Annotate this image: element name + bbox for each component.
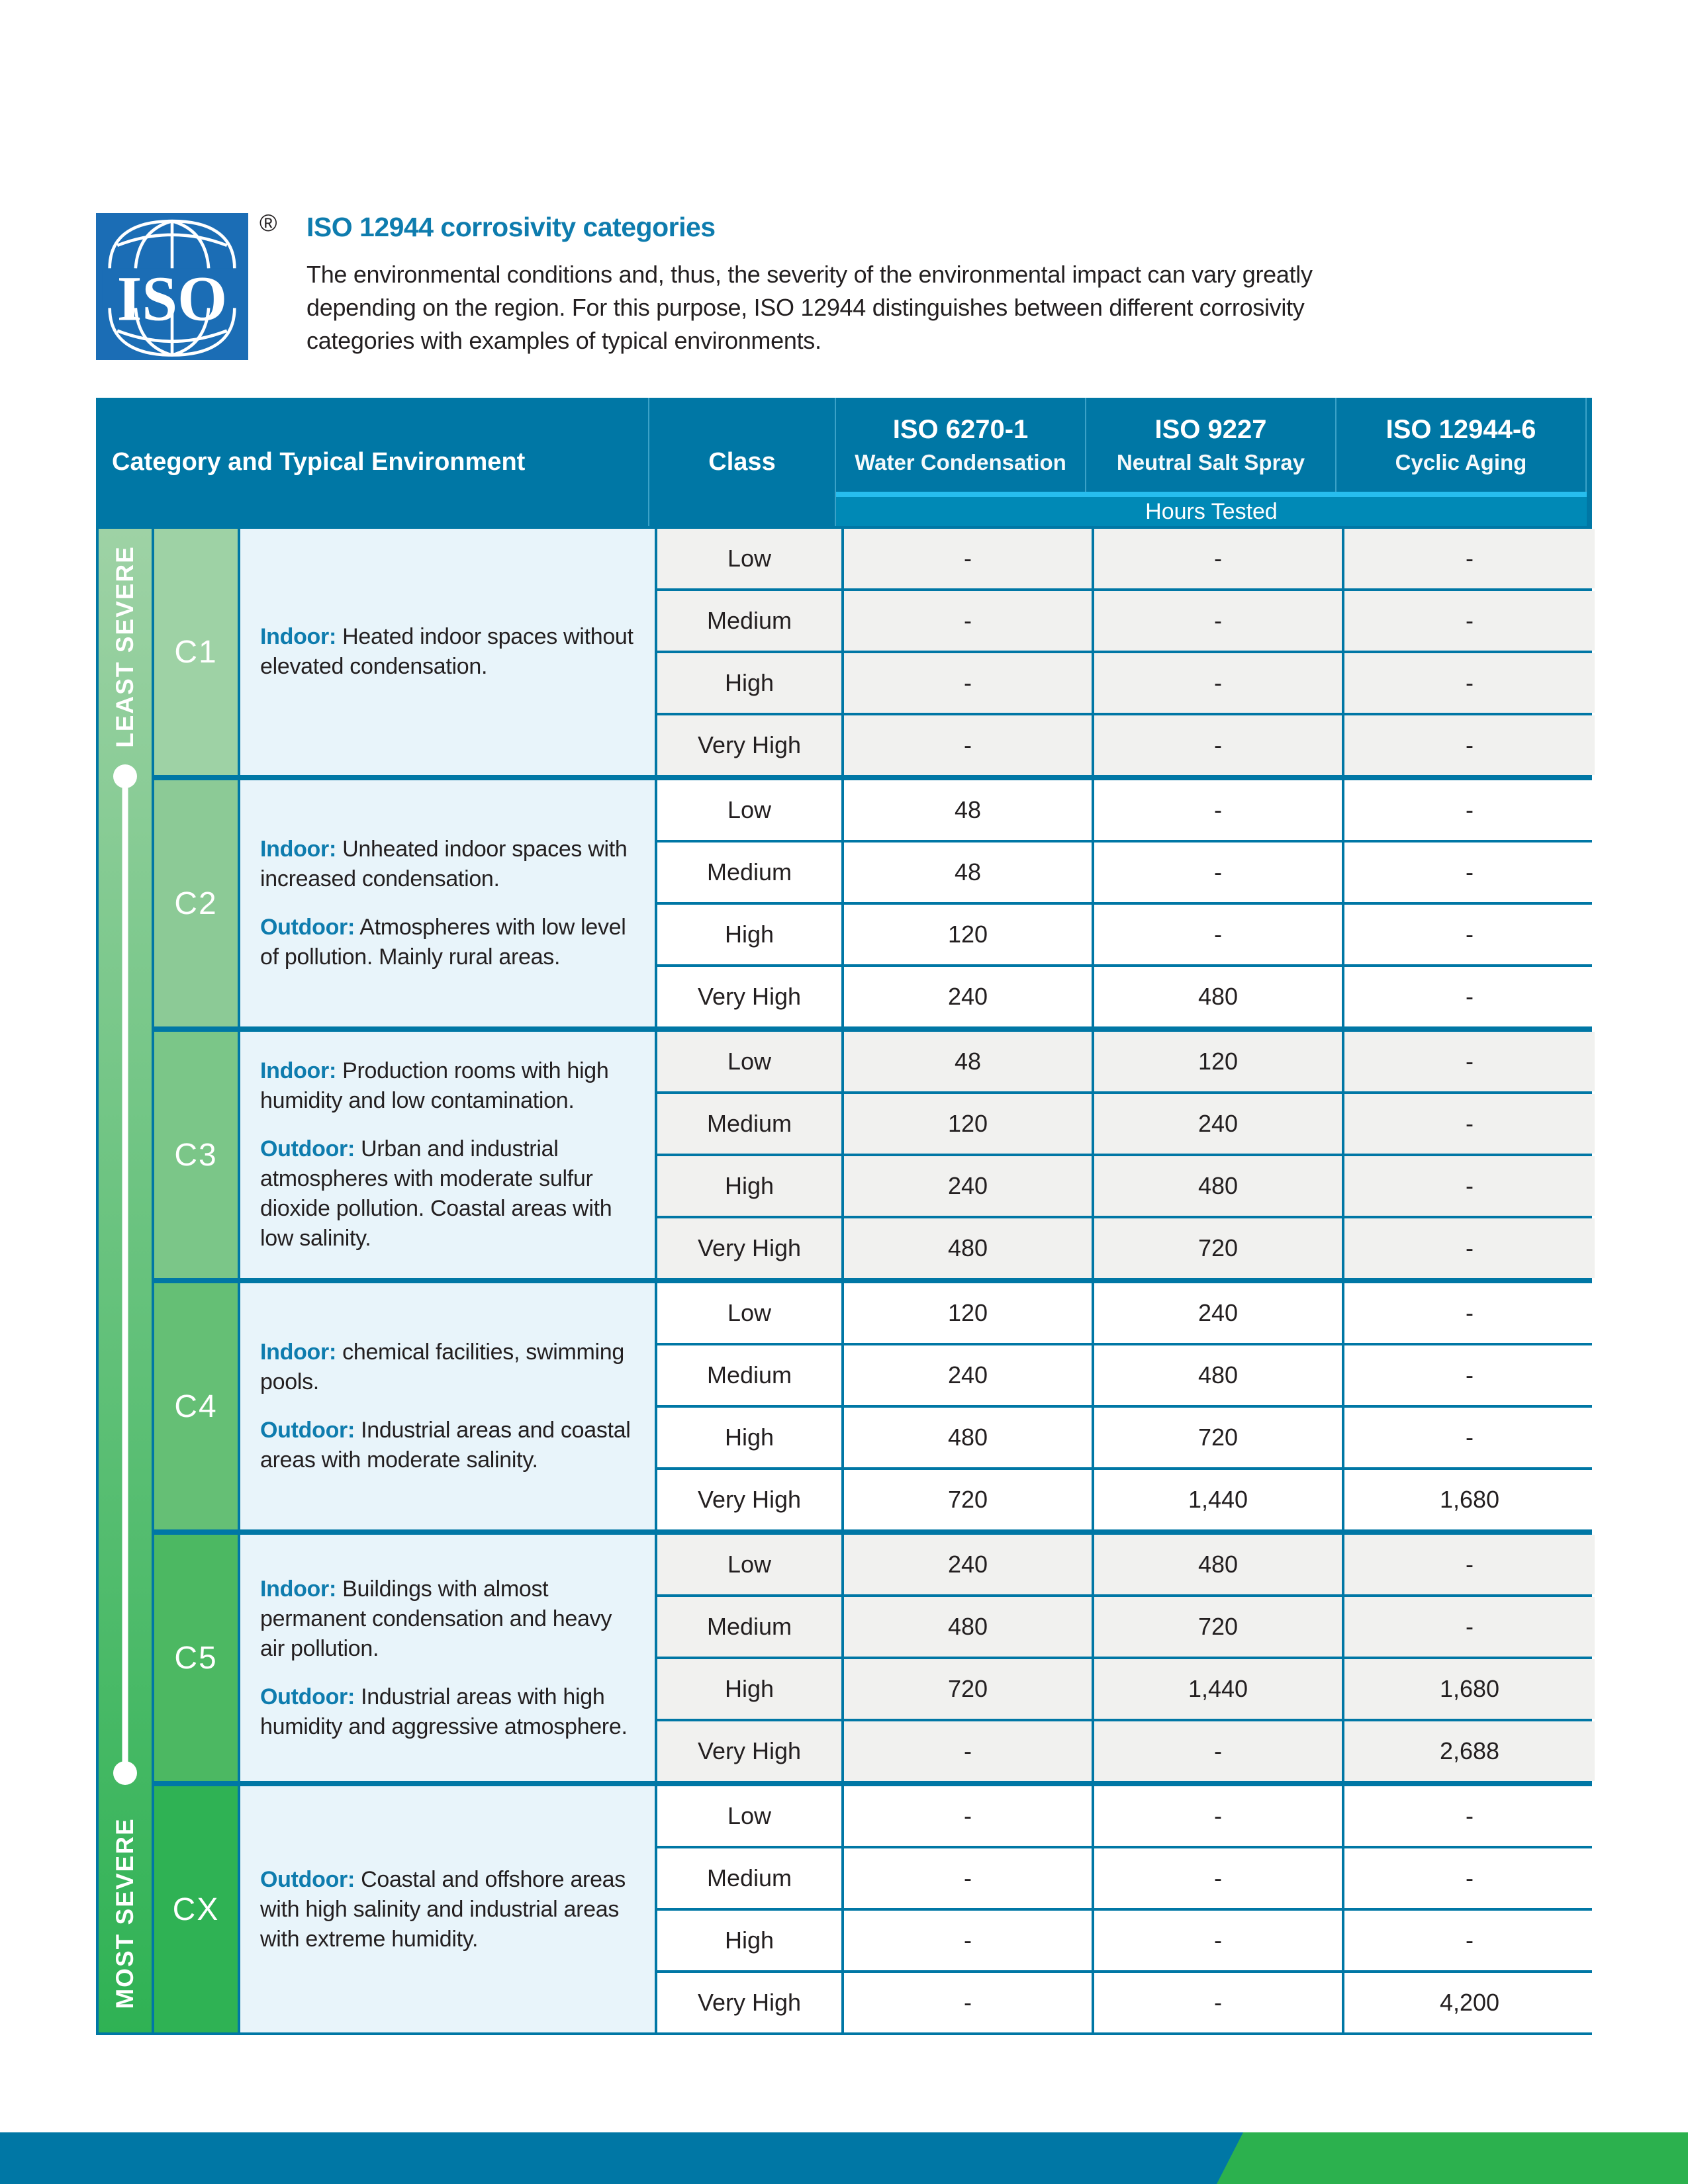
description-paragraph [260, 913, 635, 972]
environment-text: Industrial areas and coastal areas with moderate salinity. [260, 1418, 631, 1473]
value-cell: 120 [844, 1094, 1092, 1154]
value-cell: 120 [844, 1283, 1092, 1343]
header-hours-tested: Hours Tested [836, 492, 1587, 526]
value-cell: - [844, 1721, 1092, 1781]
value-cell: 48 [844, 1032, 1092, 1091]
test-method: Cyclic Aging [1395, 449, 1527, 475]
value-cell: - [1094, 1721, 1342, 1781]
description-paragraph [260, 1416, 635, 1475]
value-cell: 720 [1094, 1597, 1342, 1657]
category-description [240, 529, 655, 775]
value-cell: 720 [1094, 1218, 1342, 1278]
description-paragraph [260, 1865, 635, 1954]
environment-label: Outdoor: [260, 915, 355, 940]
environment-label: Indoor: [260, 1058, 336, 1083]
value-cell: - [1344, 1032, 1595, 1091]
category-description [240, 1786, 655, 2032]
description-paragraph [260, 1338, 635, 1397]
description-paragraph [260, 1134, 635, 1253]
value-cell: - [1344, 1156, 1595, 1216]
value-cell: 48 [844, 842, 1092, 902]
value-cell: 1,440 [1094, 1470, 1342, 1529]
category-code: C1 [154, 529, 238, 775]
environment-text: Unheated indoor spaces with increased condensation. [260, 837, 628, 891]
class-cell: High [657, 1659, 841, 1719]
iso-logo [96, 213, 248, 360]
value-cell: - [1344, 1535, 1595, 1594]
value-cell: 720 [844, 1659, 1092, 1719]
class-cell: High [657, 905, 841, 964]
description-paragraph [260, 622, 635, 682]
environment-text: Coastal and offshore areas with high salinity and industrial areas with extreme humidity. [260, 1866, 626, 1952]
class-cell: Very High [657, 1218, 841, 1278]
value-cell: - [1344, 1218, 1595, 1278]
environment-text: chemical facilities, swimming pools. [260, 1340, 624, 1394]
value-cell: 480 [1094, 1535, 1342, 1594]
environment-label: Indoor: [260, 1340, 336, 1365]
environment-text: Atmospheres with low level of pollution. Mainly rural areas. [260, 915, 626, 970]
class-cell: Low [657, 780, 841, 840]
value-cell: - [844, 653, 1092, 713]
value-cell: 1,680 [1344, 1470, 1595, 1529]
value-cell: 720 [844, 1470, 1092, 1529]
test-method: Water Condensation [855, 449, 1066, 475]
corrosivity-table [96, 398, 1592, 2035]
value-cell: - [1094, 780, 1342, 840]
intro-section [96, 210, 1592, 357]
value-cell: - [1344, 780, 1595, 840]
environment-text: Production rooms with high humidity and low contamination. [260, 1058, 609, 1113]
value-cell: 1,680 [1344, 1659, 1595, 1719]
environment-label: Indoor: [260, 837, 336, 862]
class-cell: Very High [657, 1470, 841, 1529]
value-cell: - [1094, 1786, 1342, 1846]
value-cell: - [1344, 715, 1595, 775]
environment-label: Indoor: [260, 1576, 336, 1602]
value-cell: - [1344, 1911, 1595, 1970]
header-iso-9227 [1086, 398, 1336, 492]
class-cell: High [657, 653, 841, 713]
value-cell: 240 [844, 967, 1092, 1026]
value-cell: - [844, 1848, 1092, 1908]
least-severe-label: LEAST SEVERE [111, 545, 138, 748]
value-cell: - [1094, 1911, 1342, 1970]
category-description [240, 780, 655, 1026]
environment-label: Outdoor: [260, 1866, 355, 1892]
value-cell: - [1094, 1973, 1342, 2032]
value-cell: - [844, 715, 1092, 775]
value-cell: 2,688 [1344, 1721, 1595, 1781]
category-code: C2 [154, 780, 238, 1026]
value-cell: 240 [844, 1156, 1092, 1216]
value-cell: 480 [844, 1218, 1092, 1278]
header-iso-12944-6 [1336, 398, 1587, 492]
value-cell: - [1094, 653, 1342, 713]
value-cell: - [844, 1786, 1092, 1846]
category-code: C3 [154, 1032, 238, 1278]
value-cell: - [1344, 529, 1595, 588]
class-cell: Low [657, 529, 841, 588]
value-cell: - [1094, 591, 1342, 651]
value-cell: - [1344, 842, 1595, 902]
value-cell: - [1344, 1345, 1595, 1405]
category-description [240, 1535, 655, 1781]
value-cell: - [1344, 1597, 1595, 1657]
class-cell: High [657, 1408, 841, 1467]
category-code: C5 [154, 1535, 238, 1781]
value-cell: - [1094, 842, 1342, 902]
value-cell: - [1344, 1094, 1595, 1154]
environment-text: Buildings with almost permanent condensation and heavy air pollution. [260, 1576, 612, 1661]
description-paragraph [260, 1056, 635, 1116]
value-cell: - [1094, 715, 1342, 775]
intro-text [306, 210, 1592, 357]
header-class: Class [649, 398, 836, 526]
class-cell: Very High [657, 715, 841, 775]
class-cell: Low [657, 1535, 841, 1594]
value-cell: 480 [844, 1597, 1092, 1657]
value-cell: - [1344, 591, 1595, 651]
environment-label: Outdoor: [260, 1684, 355, 1709]
globe-icon [96, 213, 248, 360]
value-cell: 240 [844, 1535, 1092, 1594]
category-description [240, 1032, 655, 1278]
environment-label: Outdoor: [260, 1418, 355, 1443]
value-cell: 240 [1094, 1094, 1342, 1154]
class-cell: Low [657, 1786, 841, 1846]
category-block [154, 1032, 1595, 1278]
iso-logo-text: ISO [117, 263, 228, 334]
class-cell: Low [657, 1032, 841, 1091]
value-cell: - [1344, 1848, 1595, 1908]
value-cell: - [844, 1911, 1092, 1970]
value-cell: - [1094, 905, 1342, 964]
test-method: Neutral Salt Spray [1116, 449, 1305, 475]
class-cell: Very High [657, 967, 841, 1026]
class-cell: Medium [657, 1345, 841, 1405]
registered-trademark-symbol: ® [259, 209, 277, 236]
value-cell: 48 [844, 780, 1092, 840]
most-severe-label: MOST SEVERE [111, 1817, 138, 2009]
description-paragraph [260, 1682, 635, 1742]
category-block [154, 780, 1595, 1026]
value-cell: 720 [1094, 1408, 1342, 1467]
value-cell: - [1344, 1283, 1595, 1343]
value-cell: 120 [844, 905, 1092, 964]
value-cell: 480 [844, 1408, 1092, 1467]
value-cell: - [1344, 1786, 1595, 1846]
description-paragraph [260, 835, 635, 894]
category-block [154, 1786, 1595, 2032]
class-cell: Medium [657, 1848, 841, 1908]
class-cell: Medium [657, 842, 841, 902]
standard-name: ISO 12944-6 [1385, 414, 1536, 444]
environment-label: Outdoor: [260, 1136, 355, 1161]
value-cell: 480 [1094, 1345, 1342, 1405]
category-code: C4 [154, 1283, 238, 1529]
value-cell: - [1344, 653, 1595, 713]
value-cell: - [844, 1973, 1092, 2032]
class-cell: Medium [657, 1094, 841, 1154]
description-paragraph [260, 1574, 635, 1664]
class-cell: High [657, 1156, 841, 1216]
value-cell: 1,440 [1094, 1659, 1342, 1719]
class-cell: Low [657, 1283, 841, 1343]
class-cell: High [657, 1911, 841, 1970]
value-cell: - [1094, 1848, 1342, 1908]
page-title: ISO 12944 corrosivity categories [306, 212, 716, 242]
environment-text: Industrial areas with high humidity and aggressive atmosphere. [260, 1684, 628, 1739]
value-cell: - [844, 591, 1092, 651]
severity-line [122, 776, 128, 1773]
environment-text: Heated indoor spaces without elevated condensation. [260, 624, 633, 679]
table-body [99, 526, 1589, 2032]
severity-rail [99, 529, 152, 2032]
standard-name: ISO 6270-1 [892, 414, 1029, 444]
class-cell: Very High [657, 1973, 841, 2032]
table-body-blocks [154, 529, 1595, 2032]
environment-label: Indoor: [260, 624, 336, 649]
value-cell: - [1094, 529, 1342, 588]
value-cell: - [1344, 1408, 1595, 1467]
category-block [154, 1535, 1595, 1781]
value-cell: - [1344, 967, 1595, 1026]
value-cell: - [1344, 905, 1595, 964]
severity-dot-top [113, 764, 137, 788]
value-cell: 240 [844, 1345, 1092, 1405]
table-header [96, 398, 1592, 526]
value-cell: 120 [1094, 1032, 1342, 1091]
class-cell: Very High [657, 1721, 841, 1781]
standard-name: ISO 9227 [1154, 414, 1267, 444]
value-cell: - [844, 529, 1092, 588]
class-cell: Medium [657, 591, 841, 651]
value-cell: 480 [1094, 967, 1342, 1026]
class-cell: Medium [657, 1597, 841, 1657]
category-description [240, 1283, 655, 1529]
category-code: CX [154, 1786, 238, 2032]
value-cell: 240 [1094, 1283, 1342, 1343]
header-iso-6270-1 [836, 398, 1086, 492]
header-category: Category and Typical Environment [96, 398, 649, 526]
value-cell: 4,200 [1344, 1973, 1595, 2032]
value-cell: 480 [1094, 1156, 1342, 1216]
environment-text: Urban and industrial atmospheres with moderate sulfur dioxide pollution. Coastal areas with low salinity. [260, 1136, 612, 1251]
category-block [154, 1283, 1595, 1529]
footer-band [0, 2132, 1688, 2184]
severity-dot-bottom [113, 1761, 137, 1785]
intro-paragraph: The environmental conditions and, thus, the severity of the environmental impact can vary greatly depending on the region. For this purpose, ISO 12944 distinguishes between different corrosivity categories with examples of typical environments. [306, 261, 1313, 354]
category-block [154, 529, 1595, 775]
